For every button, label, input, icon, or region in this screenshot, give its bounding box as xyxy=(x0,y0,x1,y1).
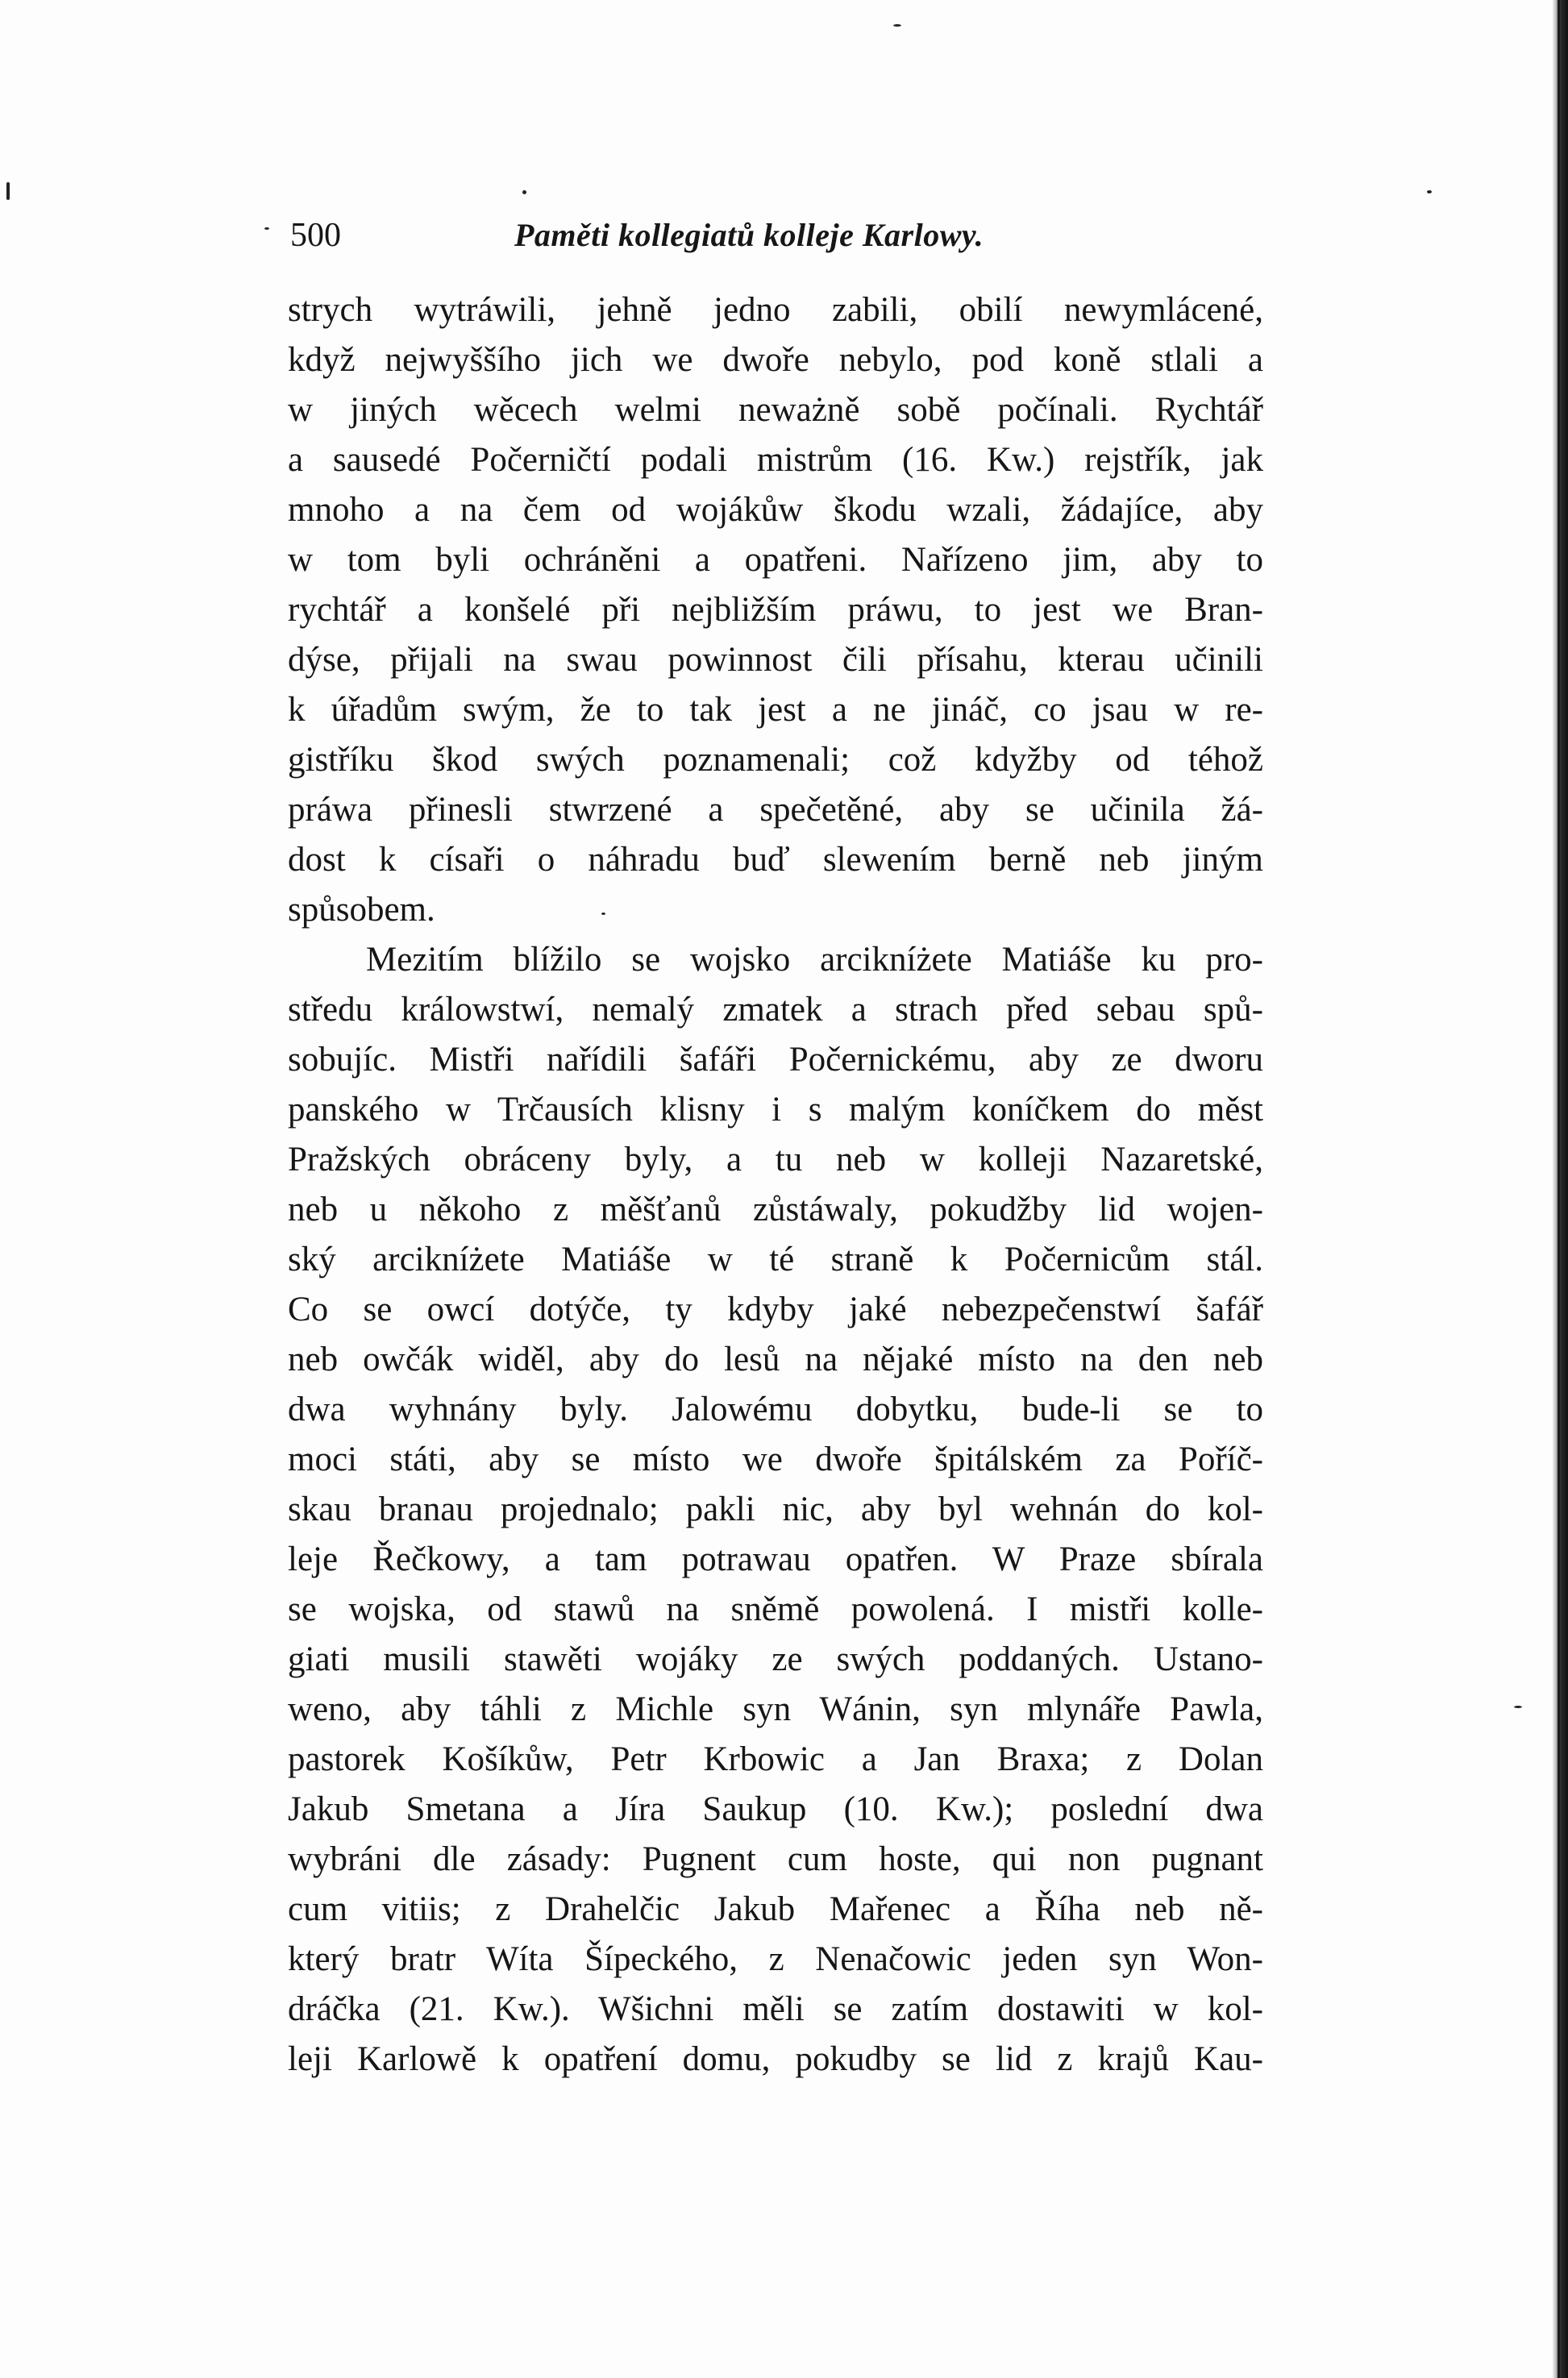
text-line: wybráni dle zásady: Pugnent cum hoste, qui non pugnant xyxy=(288,1840,1263,1878)
text-line: skau branau projednalo; pakli nic, aby byl wehnán do kol- xyxy=(288,1490,1263,1528)
scan-speck xyxy=(1427,190,1432,193)
scan-speck xyxy=(264,227,269,230)
running-head: Paměti kollegiatů kolleje Karlowy. xyxy=(514,217,984,253)
text-line: spůsobem. xyxy=(288,891,435,929)
text-line: leji Karlowě k opatření domu, pokudby se lid z krajů Kau- xyxy=(288,2040,1263,2078)
scan-speck xyxy=(893,24,901,27)
text-line: který bratr Wíta Šípeckého, z Nenačowic jeden syn Won- xyxy=(288,1940,1263,1978)
text-line: leje Řečkowy, a tam potrawau opatřen. W Praze sbírala xyxy=(288,1540,1263,1578)
text-line: středu králowstwí, nemalý zmatek a strach před sebau spů- xyxy=(288,991,1263,1029)
text-line: strych wytráwili, jehně jedno zabili, obilí newymlácené, xyxy=(288,291,1263,329)
text-line: giati musili stawěti wojáky ze swých poddaných. Ustano- xyxy=(288,1640,1263,1678)
text-line: mnoho a na čem od wojákůw škodu wzali, žádajíce, aby xyxy=(288,491,1263,529)
text-line: Jakub Smetana a Jíra Saukup (10. Kw.); poslední dwa xyxy=(288,1790,1263,1828)
text-line: weno, aby táhli z Michle syn Wánin, syn mlynáře Pawla, xyxy=(288,1690,1263,1728)
text-line: dost k císaři o náhradu buď slewením berně neb jiným xyxy=(288,841,1263,879)
body-text xyxy=(288,285,1263,2085)
text-line: a sausedé Počerničtí podali mistrům (16. Kw.) rejstřík, jak xyxy=(288,441,1263,479)
text-line: gistříku škod swých poznamenali; což kdyžby od téhož xyxy=(288,741,1263,779)
text-line: dýse, přijali na swau powinnost čili přísahu, kterau učinili xyxy=(288,641,1263,679)
page-number: 500 xyxy=(290,217,341,254)
text-line: neb u někoho z měšťanů zůstáwaly, pokudžby lid wojen- xyxy=(288,1191,1263,1228)
scan-speck xyxy=(522,190,526,194)
text-line: w tom byli ochráněni a opatřeni. Nařízeno jim, aby to xyxy=(288,541,1263,579)
text-line: Pražských obráceny byly, a tu neb w kolleji Nazaretské, xyxy=(288,1141,1263,1179)
text-line: Co se owcí dotýče, ty kdyby jaké nebezpečenstwí šafář xyxy=(288,1291,1263,1328)
scan-speck xyxy=(1514,1706,1522,1708)
scan-edge-line xyxy=(1558,0,1560,2378)
text-line: rychtář a konšelé při nejbližším práwu, to jest we Bran- xyxy=(288,591,1263,629)
paragraph xyxy=(288,935,1263,2085)
text-line: když nejwyššího jich we dwoře nebylo, pod koně stlali a xyxy=(288,341,1263,379)
text-line: dwa wyhnány byly. Jalowému dobytku, bude-li se to xyxy=(288,1391,1263,1428)
scan-speck xyxy=(6,182,10,200)
page-header xyxy=(290,211,1266,260)
text-line: práwa přinesli stwrzené a spečetěné, aby se učinila žá- xyxy=(288,791,1263,829)
text-line: panského w Trčausích klisny i s malým koníčkem do měst xyxy=(288,1091,1263,1129)
text-line: Mezitím blížilo se wojsko arcikníżete Matiáše ku pro- xyxy=(366,941,1263,979)
text-line: ský arcikníżete Matiáše w té straně k Počernicům stál. xyxy=(288,1241,1263,1278)
text-line: cum vitiis; z Drahelčic Jakub Mařenec a Říha neb ně- xyxy=(288,1890,1263,1928)
text-line: w jiných wěcech welmi neważně sobě počínali. Rychtář xyxy=(288,391,1263,429)
text-line: pastorek Košíkůw, Petr Krbowic a Jan Braxa; z Dolan xyxy=(288,1740,1263,1778)
text-line: neb owčák widěl, aby do lesů na nějaké místo na den neb xyxy=(288,1341,1263,1378)
text-line: se wojska, od stawů na sněmě powolená. I mistři kolle- xyxy=(288,1590,1263,1628)
paragraph xyxy=(288,285,1263,935)
text-line: moci státi, aby se místo we dwoře špitálském za Poříč- xyxy=(288,1441,1263,1478)
text-line: k úřadům swým, že to tak jest a ne jináč, co jsau w re- xyxy=(288,691,1263,729)
text-line: dráčka (21. Kw.). Wšichni měli se zatím dostawiti w kol- xyxy=(288,1990,1263,2028)
scan-edge-shadow xyxy=(1552,0,1568,2378)
text-line: sobujíc. Mistři nařídili šafáři Počernickému, aby ze dworu xyxy=(288,1041,1263,1079)
